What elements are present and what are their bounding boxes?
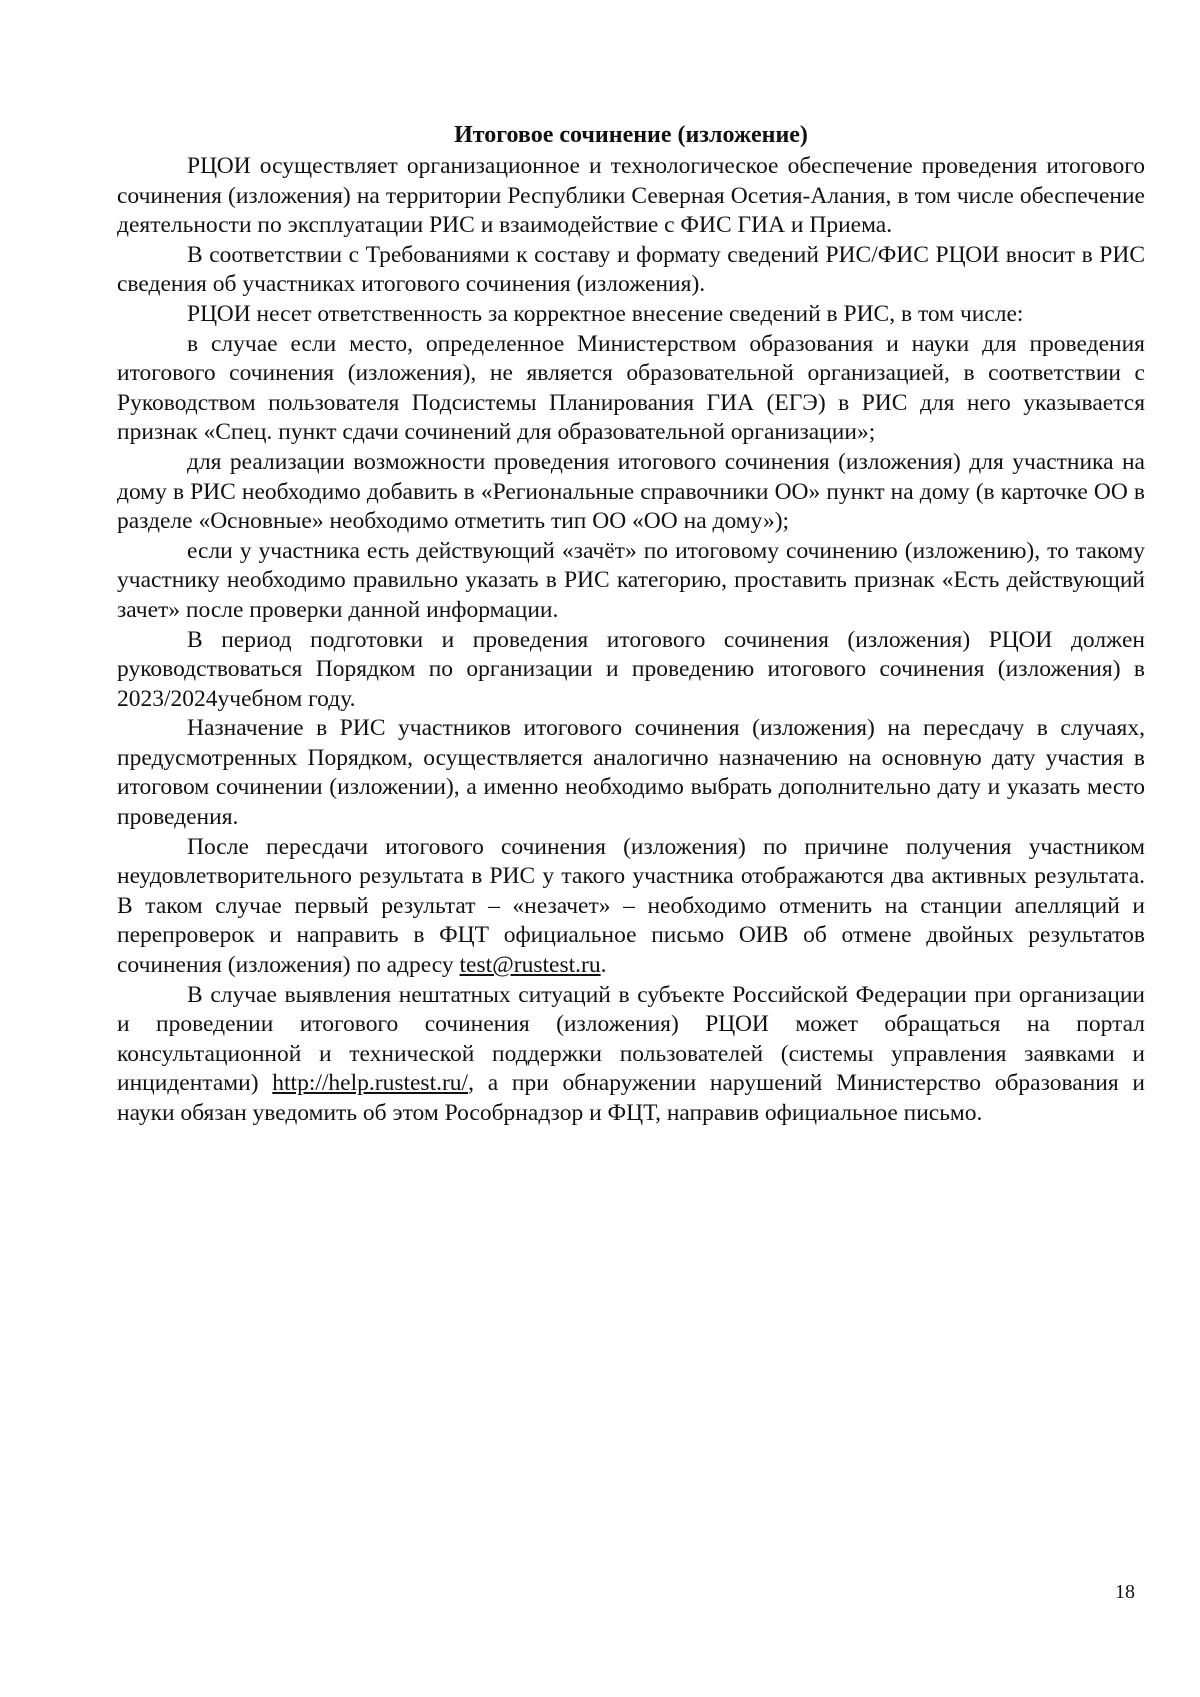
paragraph-special-point: в случае если место, определенное Министерством образования и науки для проведения итогового сочинения (изложения), не является образовательной организацией, в соответствии с Руководством пользователя Подсистемы Планирования ГИА (ЕГЭ) в РИС для него указывается признак «Спец. пункт сдачи сочинений для образовательной организации»; bbox=[117, 330, 1145, 446]
paragraph-incidents-text: В случае выявления нештатных ситуаций в субъекте Российской Федерации при организации и проведении итогового сочинения (изложения) РЦОИ может обращаться на портал консультационной и технической поддержки пользователей (системы управления заявками и инцидентами) bbox=[117, 981, 1145, 1097]
support-portal-link[interactable]: http://help.rustest.ru/ bbox=[272, 1070, 469, 1097]
paragraph-double-results-end: . bbox=[600, 952, 607, 979]
paragraph-incidents bbox=[117, 981, 1145, 1129]
document-body bbox=[117, 120, 1145, 1129]
paragraph-responsibility: РЦОИ несет ответственность за корректное внесение сведений в РИС, в том числе: bbox=[187, 300, 1024, 327]
paragraph-double-results-text: После пересдачи итогового сочинения (изложения) по причине получения участником неудовлетворительного результата в РИС у такого участника отображаются два активных результата. В таком случае первый результат – «незачет» – необходимо отменить на станции апелляций и перепроверок и направить в ФЦТ официальное письмо ОИВ об отмене двойных результатов сочинения (изложения) по адресу bbox=[117, 833, 1145, 979]
paragraph-existing-credit: если у участника есть действующий «зачёт» по итоговому сочинению (изложению), то такому участнику необходимо правильно указать в РИС категорию, проставить признак «Есть действующий зачет» после проверки данной информации. bbox=[117, 537, 1145, 623]
paragraph-procedure: В период подготовки и проведения итогового сочинения (изложения) РЦОИ должен руководствоваться Порядком по организации и проведению итогового сочинения (изложения) в 2023/2024учебном году. bbox=[117, 626, 1145, 712]
paragraph-home-participation: для реализации возможности проведения итогового сочинения (изложения) для участника на дому в РИС необходимо добавить в «Региональные справочники ОО» пункт на дому (в карточке ОО в разделе «Основные» необходимо отметить тип ОО «ОО на дому»); bbox=[117, 448, 1145, 535]
page-title: Итоговое сочинение (изложение) bbox=[454, 122, 808, 148]
paragraph-incidents-end: , а при обнаружении нарушений Министерство образования и науки обязан уведомить об этом Рособрнадзор и ФЦТ, направив официальное письмо. bbox=[117, 1070, 1145, 1126]
paragraph-double-results bbox=[117, 833, 1145, 981]
paragraph-rcoi-support: РЦОИ осуществляет организационное и технологическое обеспечение проведения итогового сочинения (изложения) на территории Республики Северная Осетия-Алания, в том числе обеспечение деятельности по эксплуатации РИС и взаимодействие с ФИС ГИА и Приема. bbox=[117, 153, 1145, 239]
paragraph-retake-assignment: Назначение в РИС участников итогового сочинения (изложения) на пересдачу в случаях, предусмотренных Порядком, осуществляется аналогично назначению на основную дату участия в итоговом сочинении (изложении), а именно необходимо выбрать дополнительно дату и указать место проведения. bbox=[117, 715, 1145, 831]
email-link[interactable]: test@rustest.ru bbox=[459, 952, 601, 979]
paragraph-requirements: В соответствии с Требованиями к составу и формату сведений РИС/ФИС РЦОИ вносит в РИС сведения об участниках итогового сочинения (изложения). bbox=[117, 241, 1145, 298]
page-number: 18 bbox=[1115, 1581, 1135, 1603]
